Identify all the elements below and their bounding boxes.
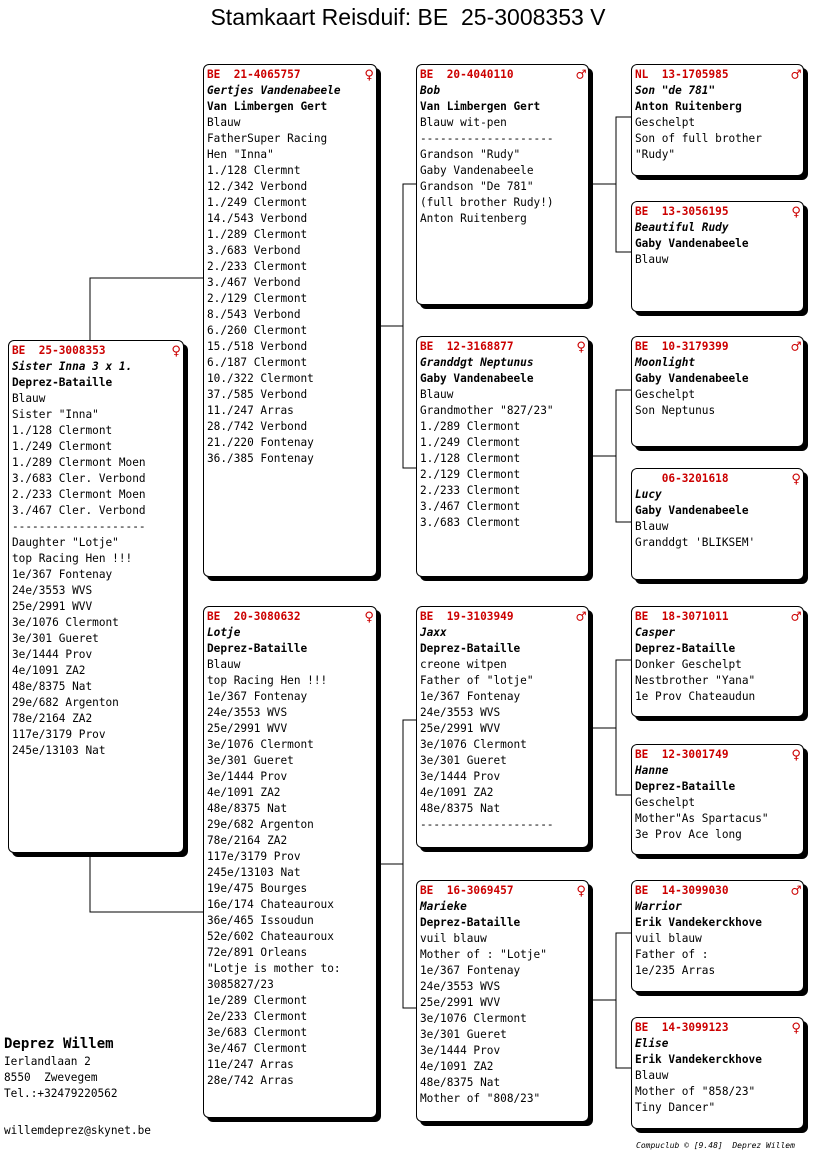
info-line: Nestbrother "Yana" xyxy=(635,674,756,687)
male-symbol-icon: ♂ xyxy=(576,65,586,84)
info-line: 2./233 Clermont xyxy=(207,260,308,273)
info-line: Geschelpt xyxy=(635,388,696,401)
info-line: 2e/233 Clermont xyxy=(207,1010,308,1023)
pigeon-name: Elise xyxy=(635,1037,669,1050)
info-line: Hen "Inna" xyxy=(207,148,274,161)
info-line: 29e/682 Argenton xyxy=(12,696,119,709)
info-line: 2./233 Clermont Moen xyxy=(12,488,146,501)
ring-number: BE 25-3008353 xyxy=(12,344,106,357)
info-line: 3e/1444 Prov xyxy=(12,648,93,661)
ring-number: BE 20-4040110 xyxy=(420,68,514,81)
info-line: 11./247 Arras xyxy=(207,404,294,417)
info-line: 3e/301 Gueret xyxy=(12,632,99,645)
ring-number: BE 16-3069457 xyxy=(420,884,514,897)
owner-name: Deprez-Bataille xyxy=(207,642,308,655)
ring-number: BE 14-3099123 xyxy=(635,1021,729,1034)
female-symbol-icon: ♀ xyxy=(791,745,801,764)
info-line: 4e/1091 ZA2 xyxy=(420,1060,494,1073)
info-line: 3./683 Cler. Verbond xyxy=(12,472,146,485)
info-line: 3e/467 Clermont xyxy=(207,1042,308,1055)
pigeon-name: Beautiful Rudy xyxy=(635,221,729,234)
owner-name: Deprez-Bataille xyxy=(420,642,521,655)
info-line: 1./128 Clermont xyxy=(12,424,113,437)
info-line: 3e/301 Gueret xyxy=(420,1028,507,1041)
info-line: creone witpen xyxy=(420,658,507,671)
info-line: 1./249 Clermont xyxy=(207,196,308,209)
info-line: 28./742 Verbond xyxy=(207,420,308,433)
info-line: Father of "lotje" xyxy=(420,674,534,687)
info-line: 1./289 Clermont Moen xyxy=(12,456,146,469)
info-line: 19e/475 Bourges xyxy=(207,882,308,895)
info-line: 1e/235 Arras xyxy=(635,964,716,977)
info-line: FatherSuper Racing xyxy=(207,132,328,145)
pigeon-name: Moonlight xyxy=(635,356,696,369)
info-line: 3e/1076 Clermont xyxy=(207,738,314,751)
ring-number: NL 13-1705985 xyxy=(635,68,729,81)
owner-name: Deprez-Bataille xyxy=(420,916,521,929)
info-line: vuil blauw xyxy=(635,932,702,945)
info-line: Daughter "Lotje" xyxy=(12,536,119,549)
info-line: 78e/2164 ZA2 xyxy=(207,834,288,847)
pigeon-name: Jaxx xyxy=(420,626,447,639)
info-line: 1./249 Clermont xyxy=(12,440,113,453)
card-dam xyxy=(203,606,377,1118)
info-line: 48e/8375 Nat xyxy=(420,802,501,815)
pigeon-name: Warrior xyxy=(635,900,682,913)
pigeon-name: Marieke xyxy=(420,900,467,913)
info-line: 245e/13103 Nat xyxy=(12,744,106,757)
info-line: 3085827/23 xyxy=(207,978,274,991)
owner-name: Gaby Vandenabeele xyxy=(635,237,749,250)
pigeon-name: Casper xyxy=(635,626,676,639)
card-sire-dam xyxy=(416,336,589,577)
info-line: Blauw xyxy=(635,253,669,266)
info-line: -------------------- xyxy=(420,132,554,145)
pigeon-name: Gertjes Vandenabeele xyxy=(207,84,341,97)
ring-number: BE 13-3056195 xyxy=(635,205,729,218)
owner-name: Deprez-Bataille xyxy=(635,642,736,655)
ring-number: BE 18-3071011 xyxy=(635,610,729,623)
info-line: 1e Prov Chateaudun xyxy=(635,690,756,703)
info-line: 12./342 Verbond xyxy=(207,180,308,193)
info-line: 1./128 Clermnt xyxy=(207,164,301,177)
card-subject xyxy=(8,340,184,853)
ring-number: BE 12-3168877 xyxy=(420,340,514,353)
breeder-address: Ierlandlaan 2 xyxy=(4,1055,91,1068)
info-line: 25e/2991 WVV xyxy=(12,600,93,613)
info-line: 3e/683 Clermont xyxy=(207,1026,308,1039)
info-line: 15./518 Verbond xyxy=(207,340,308,353)
male-symbol-icon: ♂ xyxy=(791,881,801,900)
info-line: 3e Prov Ace long xyxy=(635,828,742,841)
software-credit: Compuclub © [9.48] Deprez Willem xyxy=(636,1141,795,1150)
info-line: Blauw xyxy=(635,1069,669,1082)
info-line: Mother"As Spartacus" xyxy=(635,812,769,825)
owner-name: Erik Vandekerckhove xyxy=(635,1053,762,1066)
info-line: 4e/1091 ZA2 xyxy=(420,786,494,799)
info-line: 48e/8375 Nat xyxy=(420,1076,501,1089)
info-line: Donker Geschelpt xyxy=(635,658,742,671)
owner-name: Erik Vandekerckhove xyxy=(635,916,762,929)
breeder-phone: Tel.:+32479220562 xyxy=(4,1087,118,1100)
info-line: 48e/8375 Nat xyxy=(207,802,288,815)
female-symbol-icon: ♀ xyxy=(791,202,801,221)
info-line: 24e/3553 WVS xyxy=(420,706,501,719)
pigeon-name: Bob xyxy=(420,84,441,97)
info-line: 48e/8375 Nat xyxy=(12,680,93,693)
breeder-block xyxy=(4,1034,118,1102)
ring-number: 06-3201618 xyxy=(635,472,729,485)
female-symbol-icon: ♀ xyxy=(791,469,801,488)
info-line: 24e/3553 WVS xyxy=(207,706,288,719)
info-line: "Rudy" xyxy=(635,148,676,161)
info-line: 3e/1444 Prov xyxy=(207,770,288,783)
info-line: 24e/3553 WVS xyxy=(420,980,501,993)
info-line: Anton Ruitenberg xyxy=(420,212,527,225)
info-line: Blauw wit-pen xyxy=(420,116,507,129)
pigeon-name: Granddgt Neptunus xyxy=(420,356,534,369)
info-line: Mother of : "Lotje" xyxy=(420,948,547,961)
card-dam-dam-dam xyxy=(631,1017,804,1129)
info-line: 1e/367 Fontenay xyxy=(420,690,521,703)
breeder-city: 8550 Zwevegem xyxy=(4,1071,98,1084)
info-line: "Lotje is mother to: xyxy=(207,962,341,975)
info-line: Geschelpt xyxy=(635,116,696,129)
info-line: 1./128 Clermont xyxy=(420,452,521,465)
male-symbol-icon: ♂ xyxy=(791,607,801,626)
info-line: 3./683 Clermont xyxy=(420,516,521,529)
info-line: Geschelpt xyxy=(635,796,696,809)
info-line: Blauw xyxy=(420,388,454,401)
info-line: Tiny Dancer" xyxy=(635,1101,716,1114)
owner-name: Deprez-Bataille xyxy=(635,780,736,793)
info-line: Blauw xyxy=(12,392,46,405)
card-sire-dam-sire xyxy=(631,336,804,447)
card-sire-sire-dam xyxy=(631,201,804,312)
info-line: Granddgt 'BLIKSEM' xyxy=(635,536,756,549)
pigeon-name: Lucy xyxy=(635,488,662,501)
ring-number: BE 21-4065757 xyxy=(207,68,301,81)
info-line: Son Neptunus xyxy=(635,404,716,417)
info-line: Blauw xyxy=(207,116,241,129)
card-dam-dam xyxy=(416,880,589,1122)
info-line: 1e/367 Fontenay xyxy=(420,964,521,977)
page-title: Stamkaart Reisduif: BE 25-3008353 V xyxy=(210,4,606,30)
card-dam-sire-sire xyxy=(631,606,804,717)
info-line: 52e/602 Chateauroux xyxy=(207,930,334,943)
info-line: 14./543 Verbond xyxy=(207,212,308,225)
pigeon-name: Lotje xyxy=(207,626,241,639)
owner-name: Anton Ruitenberg xyxy=(635,100,742,113)
info-line: 25e/2991 WVV xyxy=(420,996,501,1009)
owner-name: Deprez-Bataille xyxy=(12,376,113,389)
info-line: top Racing Hen !!! xyxy=(207,674,328,687)
pigeon-name: Sister Inna 3 x 1. xyxy=(12,360,133,373)
pigeon-name: Son "de 781" xyxy=(635,84,716,97)
info-line: Grandson "Rudy" xyxy=(420,148,521,161)
info-line: (full brother Rudy!) xyxy=(420,196,554,209)
female-symbol-icon: ♀ xyxy=(576,881,586,900)
info-line: Mother of "858/23" xyxy=(635,1085,756,1098)
info-line: 3./683 Verbond xyxy=(207,244,301,257)
info-line: 37./585 Verbond xyxy=(207,388,308,401)
owner-name: Gaby Vandenabeele xyxy=(635,504,749,517)
info-line: 3./467 Clermont xyxy=(420,500,521,513)
info-line: 1e/367 Fontenay xyxy=(207,690,308,703)
card-dam-dam-sire xyxy=(631,880,804,992)
card-sire-sire xyxy=(416,64,589,305)
info-line: 24e/3553 WVS xyxy=(12,584,93,597)
ring-number: BE 12-3001749 xyxy=(635,748,729,761)
info-line: 1./289 Clermont xyxy=(207,228,308,241)
ring-number: BE 14-3099030 xyxy=(635,884,729,897)
info-line: 21./220 Fontenay xyxy=(207,436,314,449)
info-line: Son of full brother xyxy=(635,132,762,145)
info-line: 36./385 Fontenay xyxy=(207,452,314,465)
info-line: 117e/3179 Prov xyxy=(207,850,301,863)
info-line: 3e/1444 Prov xyxy=(420,770,501,783)
info-line: Blauw xyxy=(207,658,241,671)
info-line: 2./129 Clermont xyxy=(420,468,521,481)
info-line: 6./187 Clermont xyxy=(207,356,308,369)
info-line: 1./249 Clermont xyxy=(420,436,521,449)
info-line: 78e/2164 ZA2 xyxy=(12,712,93,725)
info-line: Gaby Vandenabeele xyxy=(420,164,534,177)
info-line: 2./233 Clermont xyxy=(420,484,521,497)
info-line: 6./260 Clermont xyxy=(207,324,308,337)
info-line: Father of : xyxy=(635,948,709,961)
info-line: 2./129 Clermont xyxy=(207,292,308,305)
female-symbol-icon: ♀ xyxy=(576,337,586,356)
info-line: 3./467 Verbond xyxy=(207,276,301,289)
owner-name: Van Limbergen Gert xyxy=(207,100,328,113)
male-symbol-icon: ♂ xyxy=(791,65,801,84)
info-line: 28e/742 Arras xyxy=(207,1074,294,1087)
info-line: 72e/891 Orleans xyxy=(207,946,308,959)
info-line: 4e/1091 ZA2 xyxy=(207,786,281,799)
info-line: Blauw xyxy=(635,520,669,533)
male-symbol-icon: ♂ xyxy=(791,337,801,356)
info-line: 3e/1444 Prov xyxy=(420,1044,501,1057)
pigeon-name: Hanne xyxy=(635,764,669,777)
info-line: 3e/1076 Clermont xyxy=(12,616,119,629)
owner-name: Gaby Vandenabeele xyxy=(635,372,749,385)
info-line: -------------------- xyxy=(420,818,554,831)
ring-number: BE 10-3179399 xyxy=(635,340,729,353)
info-line: top Racing Hen !!! xyxy=(12,552,133,565)
info-line: Sister "Inna" xyxy=(12,408,99,421)
info-line: 25e/2991 WVV xyxy=(207,722,288,735)
info-line: 3e/301 Gueret xyxy=(207,754,294,767)
info-line: 29e/682 Argenton xyxy=(207,818,314,831)
card-sire xyxy=(203,64,377,577)
info-line: 4e/1091 ZA2 xyxy=(12,664,86,677)
info-line: 3e/1076 Clermont xyxy=(420,1012,527,1025)
info-line: Grandson "De 781" xyxy=(420,180,534,193)
ring-number: BE 20-3080632 xyxy=(207,610,301,623)
card-sire-sire-sire xyxy=(631,64,804,176)
info-line: 3e/1076 Clermont xyxy=(420,738,527,751)
info-line: 1./289 Clermont xyxy=(420,420,521,433)
info-line: 36e/465 Issoudun xyxy=(207,914,314,927)
breeder-name: Deprez Willem xyxy=(4,1036,114,1052)
female-symbol-icon: ♀ xyxy=(791,1018,801,1037)
breeder-email[interactable]: willemdeprez@skynet.be xyxy=(4,1124,151,1137)
info-line: 3./467 Cler. Verbond xyxy=(12,504,146,517)
card-dam-sire xyxy=(416,606,589,848)
male-symbol-icon: ♂ xyxy=(576,607,586,626)
info-line: Mother of "808/23" xyxy=(420,1092,541,1105)
ring-number: BE 19-3103949 xyxy=(420,610,514,623)
info-line: 1e/289 Clermont xyxy=(207,994,308,1007)
info-line: 117e/3179 Prov xyxy=(12,728,106,741)
card-sire-dam-dam xyxy=(631,468,804,580)
female-symbol-icon: ♀ xyxy=(171,341,181,360)
info-line: 8./543 Verbond xyxy=(207,308,301,321)
info-line: 1e/367 Fontenay xyxy=(12,568,113,581)
owner-name: Van Limbergen Gert xyxy=(420,100,541,113)
female-symbol-icon: ♀ xyxy=(364,607,374,626)
info-line: -------------------- xyxy=(12,520,146,533)
info-line: Grandmother "827/23" xyxy=(420,404,554,417)
info-line: 16e/174 Chateauroux xyxy=(207,898,334,911)
info-line: 245e/13103 Nat xyxy=(207,866,301,879)
info-line: 3e/301 Gueret xyxy=(420,754,507,767)
info-line: 10./322 Clermont xyxy=(207,372,314,385)
info-line: 25e/2991 WVV xyxy=(420,722,501,735)
owner-name: Gaby Vandenabeele xyxy=(420,372,534,385)
info-line: vuil blauw xyxy=(420,932,487,945)
info-line: 11e/247 Arras xyxy=(207,1058,294,1071)
female-symbol-icon: ♀ xyxy=(364,65,374,84)
card-dam-sire-dam xyxy=(631,744,804,855)
